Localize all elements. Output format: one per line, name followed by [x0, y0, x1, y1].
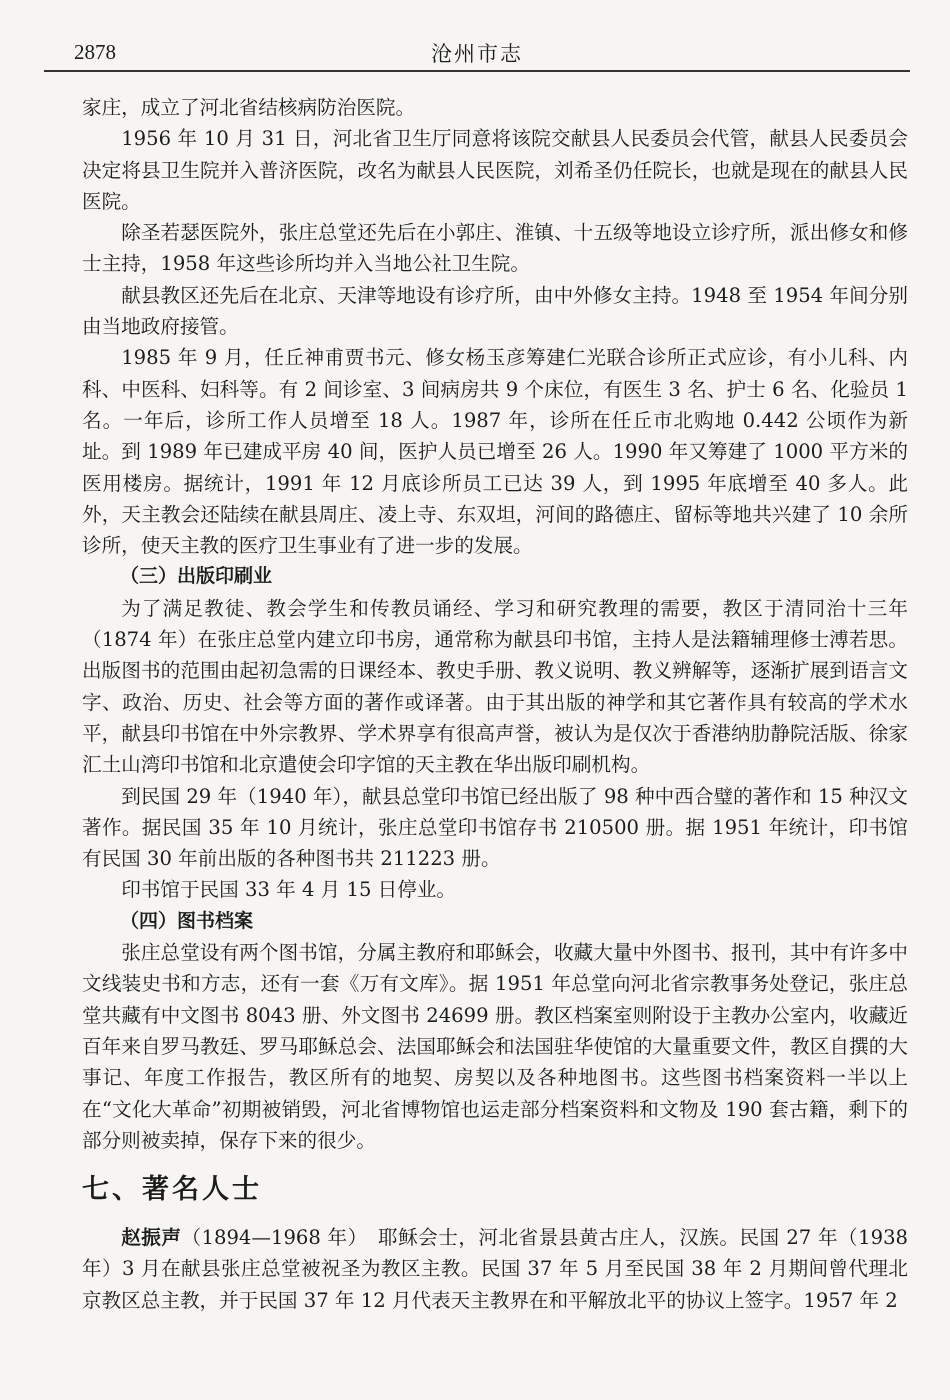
paragraph: 到民国 29 年（1940 年），献县总堂印书馆已经出版了 98 种中西合璧的著作和 15 种汉文著作。据民国 35 年 10 月统计，张庄总堂印书馆存书 210500 册。据 1951 年统计，印书馆有民国 30 年前出版的各种图书共 211223 册。 — [82, 784, 908, 871]
paragraph: 印书馆于民国 33 年 4 月 15 日停业。 — [121, 878, 457, 902]
page-header — [44, 34, 910, 72]
paragraph: 献县教区还先后在北京、天津等地设有诊疗所，由中外修女主持。1948 至 1954 年间分别由当地政府接管。 — [82, 283, 908, 339]
paragraph: 张庄总堂设有两个图书馆，分属主教府和耶稣会，收藏大量中外图书、报刊，其中有许多中文线装史书和方志，还有一套《万有文库》。据 1951 年总堂向河北省宗教事务处登记，张庄总堂共藏有中文图书 8043 册、外文图书 24699 册。教区档案室则附设于主教办公室内，收藏近百年来自罗马教廷、罗马耶稣总会、法国耶稣会和法国驻华使馆的大量重要文件，教区自撰的大事记、年度工作报告，教区所有的地契、房契以及各种地图书。这些图书档案资料一半以上在“文化大革命”初期被销毁，河北省博物馆也运走部分档案资料和文物及 190 套古籍，剩下的部分则被卖掉，保存下来的很少。 — [82, 941, 908, 1152]
section-heading-archives: （四）图书档案 — [120, 909, 254, 932]
page-body — [82, 92, 908, 1316]
chapter-heading-notable-people: 七、著名人士 — [82, 1174, 262, 1206]
page-number: 2878 — [74, 40, 116, 64]
section-heading-publishing: （三）出版印刷业 — [120, 565, 273, 588]
paragraph: 除圣若瑟医院外，张庄总堂还先后在小郭庄、淮镇、十五级等地设立诊疗所，派出修女和修士主持，1958 年这些诊所均并入当地公社卫生院。 — [82, 221, 908, 276]
paragraph: 家庄，成立了河北省结核病防治医院。 — [82, 96, 416, 119]
person-name: 赵振声 — [121, 1226, 182, 1250]
paragraph: 为了满足教徒、教会学生和传教员诵经、学习和研究教理的需要，教区于清同治十三年（1874 年）在张庄总堂内建立印书房，通常称为献县印书馆，主持人是法籍辅理修士溥若思。出版图书的范围由起初急需的日课经本、教史手册、教义说明、教义辨解等，逐渐扩展到语言文字、政治、历史、社会等方面的著作或译著。由于其出版的神学和其它著作具有较高的学术水平，献县印书馆在中外宗教界、学术界享有很高声誉，被认为是仅次于香港纳肋静院活版、徐家汇土山湾印书馆和北京遣使会印字馆的天主教在华出版印刷机构。 — [82, 596, 908, 777]
paragraph: 1956 年 10 月 31 日，河北省卫生厅同意将该院交献县人民委员会代管，献县人民委员会决定将县卫生院并入普济医院，改名为献县人民医院，刘希圣仍任院长，也就是现在的献县人民医院。 — [82, 127, 908, 213]
paragraph: 1985 年 9 月，任丘神甫贾书元、修女杨玉彦筹建仁光联合诊所正式应诊，有小儿科、内科、中医科、妇科等。有 2 间诊室、3 间病房共 9 个床位，有医生 3 名、护士 6 名、化验员 1 名。一年后，诊所工作人员增至 18 人。1987 年，诊所在任丘市北购地 0.442 公顷作为新址。到 1989 年已建成平房 40 间，医护人员已增至 26 人。1990 年又筹建了 1000 平方米的医用楼房。据统计，1991 年 12 月底诊所员工已达 39 人，到 1995 年底增至 40 多人。此外，天主教会还陆续在献县周庄、凌上寺、东双坦，河间的路德庄、留标等地共兴建了 10 余所诊所，使天主教的医疗卫生事业有了进一步的发展。 — [82, 346, 908, 558]
biography-paragraph — [82, 1222, 908, 1316]
biography-text: （1894—1968 年） 耶稣会士，河北省景县黄古庄人，汉族。民国 27 年（1938 年）3 月在献县张庄总堂被祝圣为教区主教。民国 37 年 5 月至民国 38 年 2 月期间曾代理北京教区总主教，并于民国 37 年 12 月代表天主教界在和平解放北平的协议上签字。1957 年 2 — [82, 1226, 908, 1312]
running-title: 沧州市志 — [431, 42, 523, 66]
